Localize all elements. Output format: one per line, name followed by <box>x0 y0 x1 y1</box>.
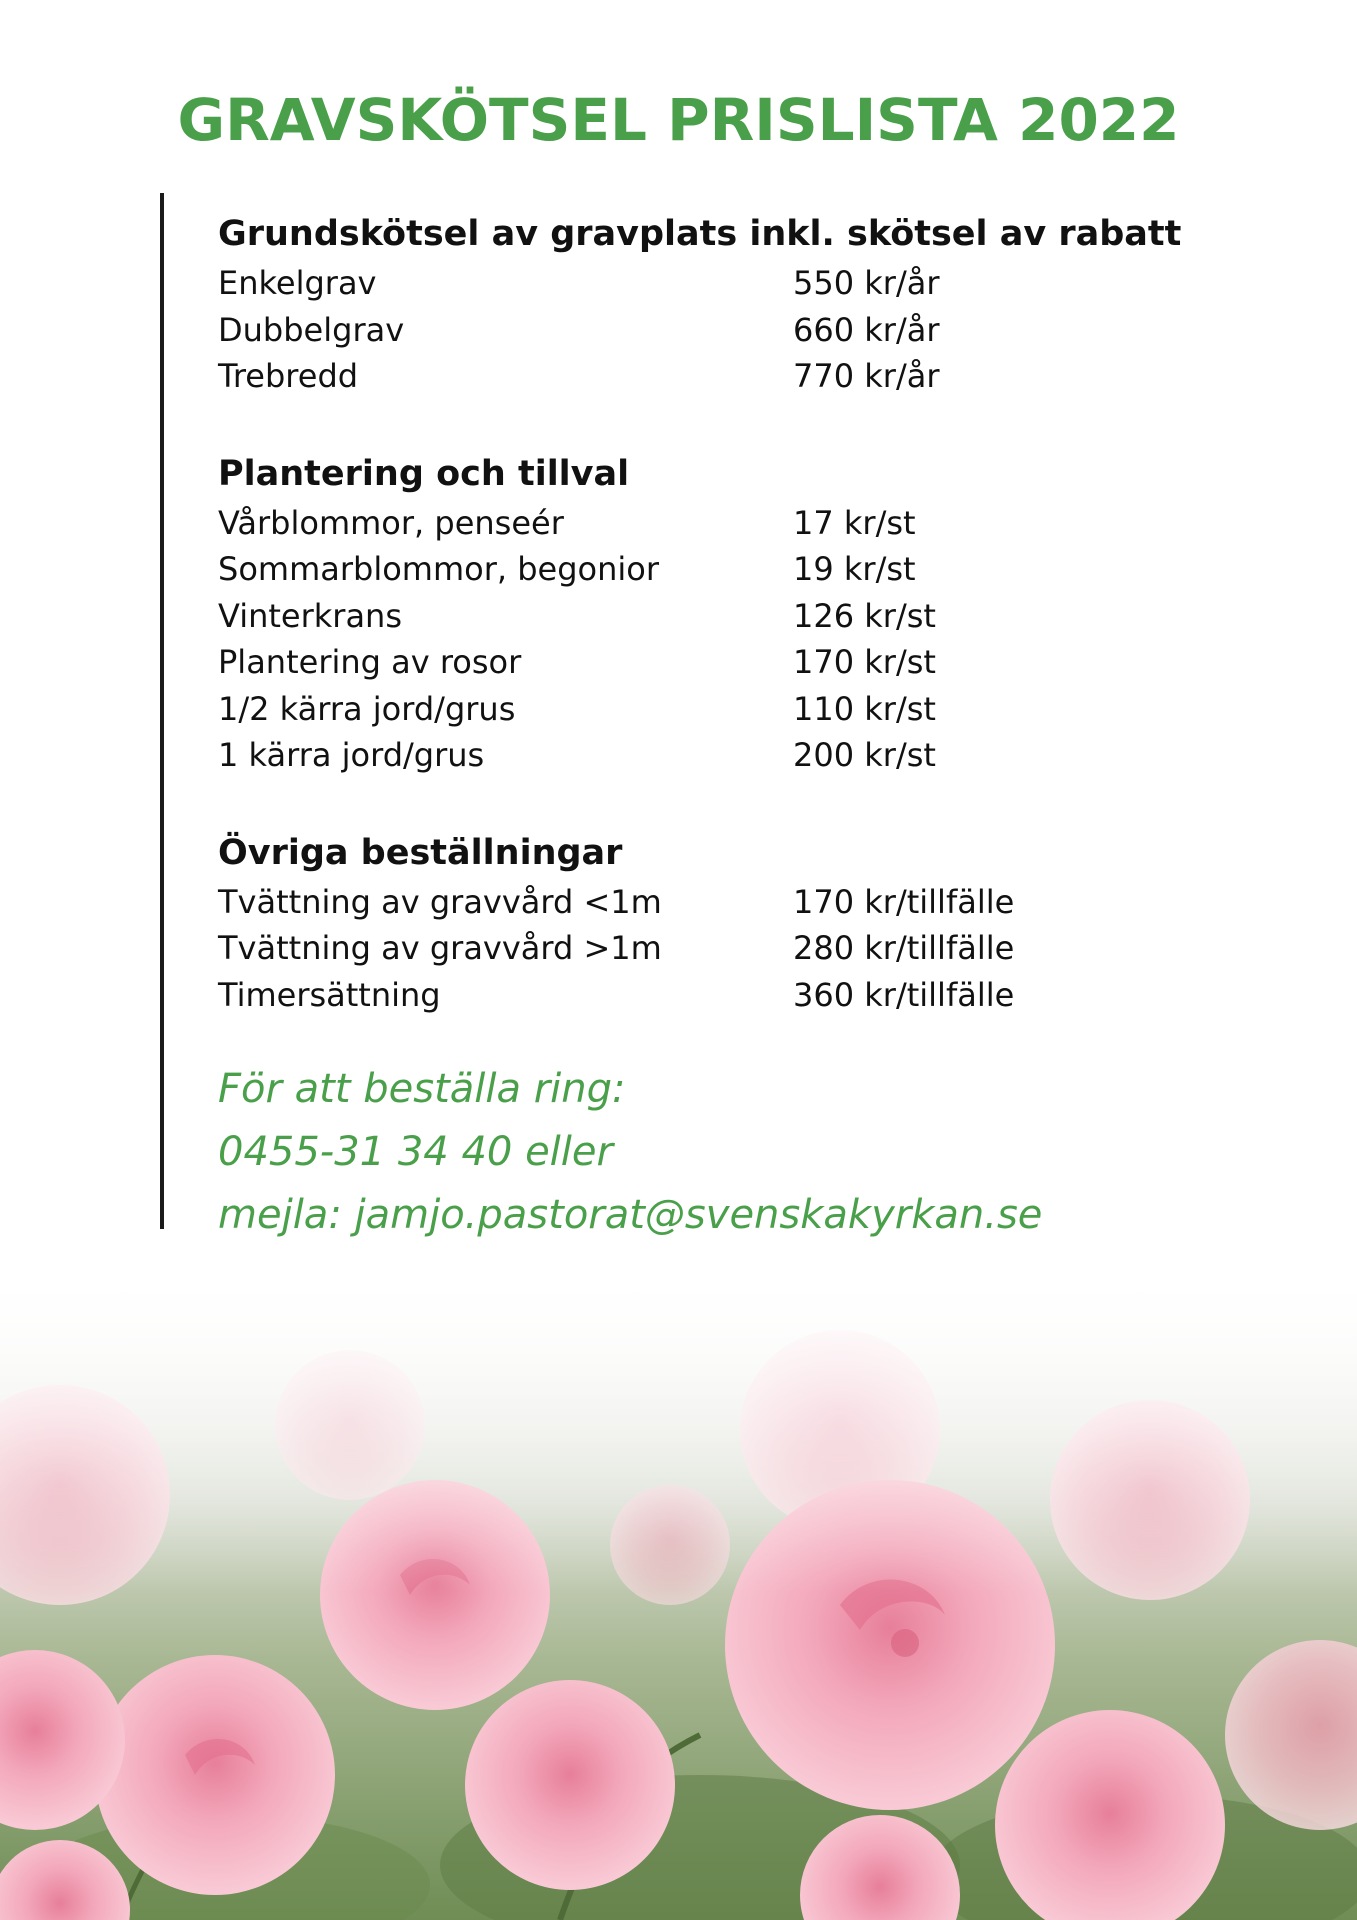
contact-phone[interactable]: 0455-31 34 40 eller <box>218 1129 613 1175</box>
item-price: 170 kr/st <box>793 643 936 681</box>
price-row <box>218 546 1218 593</box>
item-label: 1 kärra jord/grus <box>218 736 485 774</box>
price-row <box>218 260 1218 307</box>
price-row <box>218 972 1218 1019</box>
section-ovriga <box>218 827 1218 1019</box>
section-plantering <box>218 448 1218 779</box>
item-label: Tvättning av gravvård >1m <box>218 929 662 967</box>
item-price: 126 kr/st <box>793 596 936 635</box>
item-price: 360 kr/tillfälle <box>793 975 1015 1014</box>
contact-info <box>218 1058 1318 1247</box>
item-label: Sommarblommor, begonior <box>218 550 659 588</box>
item-price: 550 kr/år <box>793 264 940 302</box>
price-row <box>218 732 1218 779</box>
price-row <box>218 353 1218 400</box>
item-label: Vinterkrans <box>218 596 402 635</box>
contact-line-order: För att beställa ring: <box>218 1066 626 1112</box>
item-label: Plantering av rosor <box>218 643 522 681</box>
price-row <box>218 686 1218 733</box>
section-heading: Grundskötsel av gravplats inkl. skötsel av rabatt <box>218 214 1182 254</box>
section-heading: Övriga beställningar <box>218 832 623 873</box>
vertical-divider <box>160 193 164 1229</box>
item-price: 19 kr/st <box>793 550 916 588</box>
price-row <box>218 925 1218 972</box>
item-label: Dubbelgrav <box>218 310 405 349</box>
item-price: 110 kr/st <box>793 689 936 728</box>
item-label: 1/2 kärra jord/grus <box>218 689 516 728</box>
item-label: Vårblommor, penseér <box>218 503 564 542</box>
page-title: GRAVSKÖTSEL PRISLISTA 2022 <box>177 86 1180 154</box>
section-grundskotsel <box>218 208 1218 400</box>
item-label: Timersättning <box>218 975 441 1014</box>
item-price: 280 kr/tillfälle <box>793 929 1015 967</box>
price-row <box>218 500 1218 547</box>
pink-roses-photo <box>0 1265 1357 1920</box>
item-price: 200 kr/st <box>793 736 936 774</box>
section-heading: Plantering och tillval <box>218 453 630 494</box>
price-list <box>218 208 1218 1066</box>
item-label: Trebredd <box>218 357 359 395</box>
item-label: Enkelgrav <box>218 264 377 302</box>
item-price: 17 kr/st <box>793 503 916 542</box>
item-price: 660 kr/år <box>793 310 940 349</box>
price-row <box>218 307 1218 354</box>
price-row <box>218 593 1218 640</box>
price-row <box>218 639 1218 686</box>
item-label: Tvättning av gravvård <1m <box>218 882 662 921</box>
item-price: 770 kr/år <box>793 357 940 395</box>
item-price: 170 kr/tillfälle <box>793 882 1015 921</box>
price-row <box>218 879 1218 926</box>
contact-email[interactable]: mejla: jamjo.pastorat@svenskakyrkan.se <box>218 1192 1043 1238</box>
